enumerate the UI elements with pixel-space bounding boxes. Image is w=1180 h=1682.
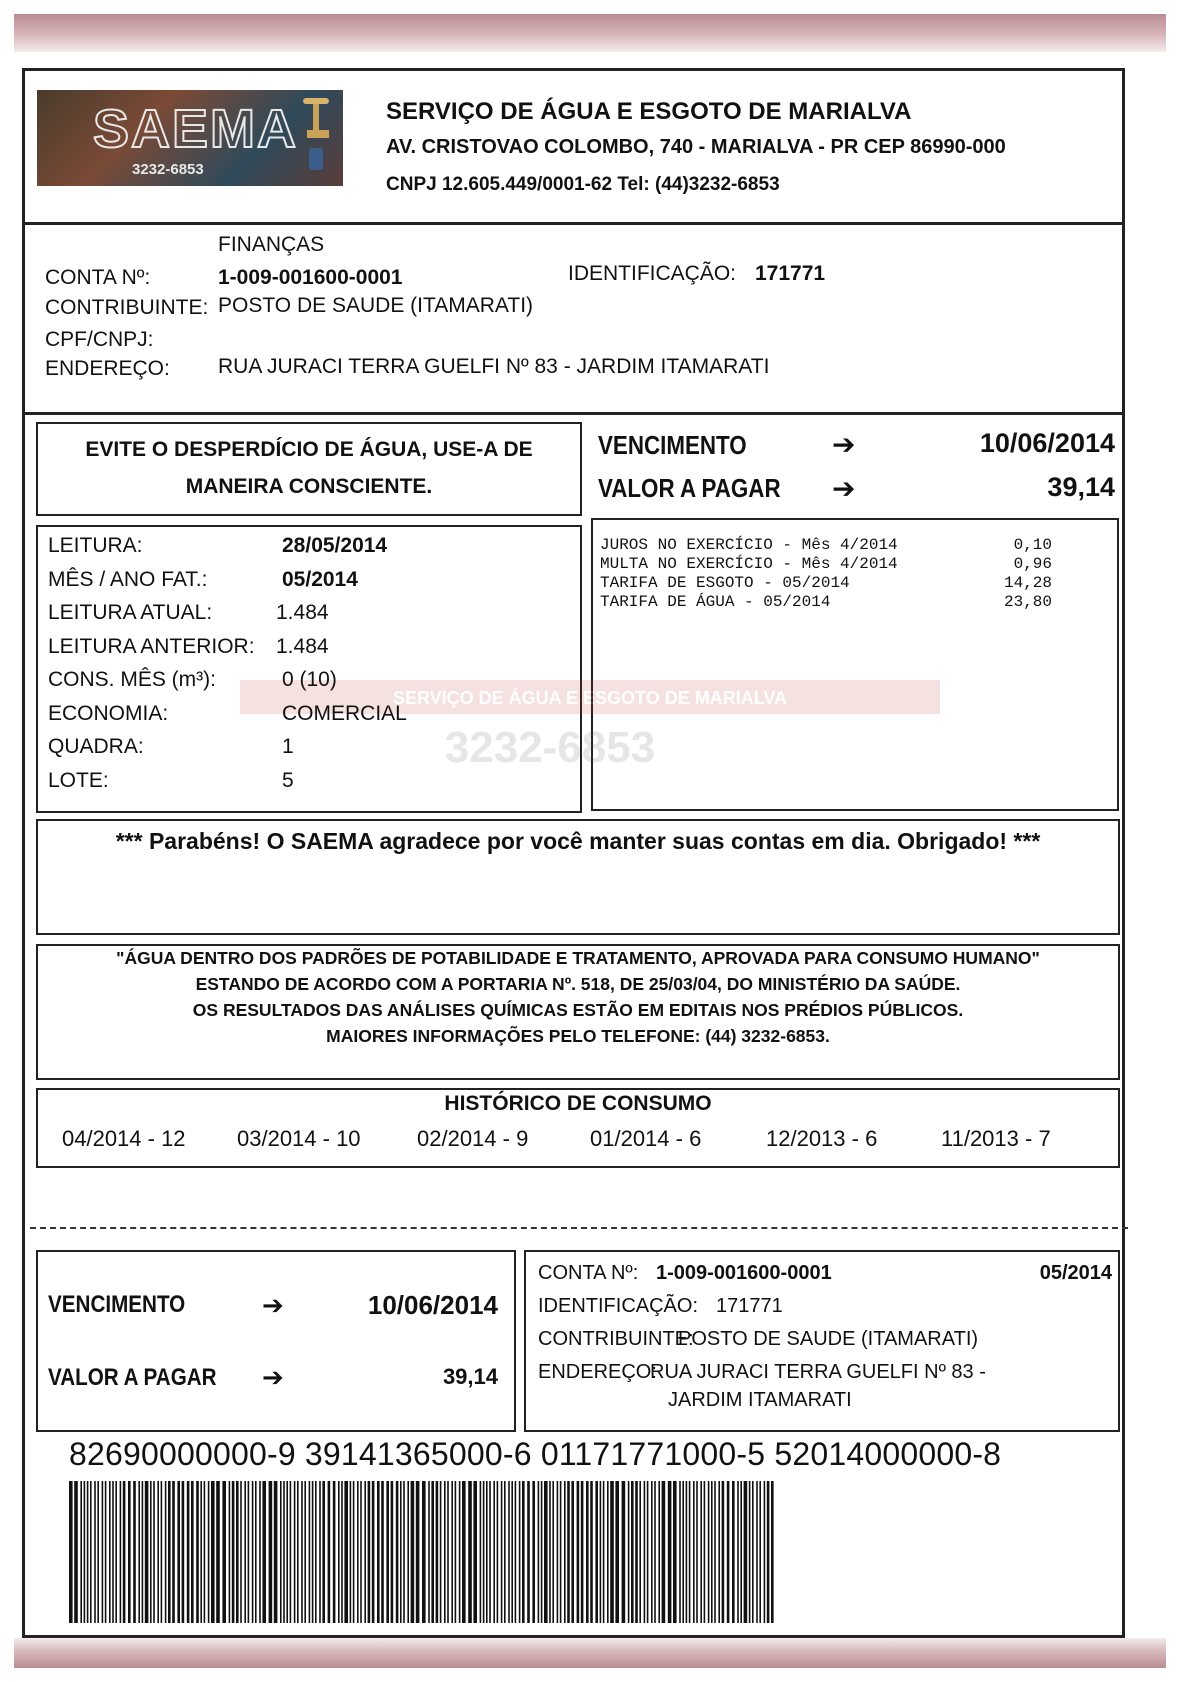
stub-account-label: CONTA Nº: <box>538 1262 639 1284</box>
barcode-bar <box>138 1481 140 1623</box>
reading-label: LEITURA: <box>48 534 143 557</box>
barcode-bar <box>153 1481 155 1623</box>
barcode-bar <box>94 1481 96 1623</box>
barcode-bar <box>686 1481 688 1623</box>
barcode-bar <box>759 1481 761 1623</box>
barcode-bar <box>610 1481 614 1623</box>
barcode-bar <box>473 1481 477 1623</box>
barcode-bar <box>216 1481 220 1623</box>
barcode-bar <box>455 1481 457 1623</box>
barcode-bar <box>493 1481 495 1623</box>
barcode-bar <box>662 1481 666 1623</box>
stub-contributor-label: CONTRIBUINTE: <box>538 1328 694 1350</box>
barcode-bar <box>451 1481 453 1623</box>
barcode-bar <box>274 1481 278 1623</box>
barcode-bar <box>560 1481 562 1623</box>
barcode-bar <box>501 1481 503 1623</box>
barcode-bar <box>708 1481 710 1623</box>
barcode-bar <box>304 1481 306 1623</box>
identification-value: 171771 <box>755 262 826 285</box>
barcode-bar <box>590 1481 593 1623</box>
barcode-bar <box>447 1481 449 1623</box>
logo-phone: 3232-6853 <box>132 161 204 178</box>
barcode-bar <box>581 1481 584 1623</box>
barcode-bar <box>459 1481 461 1623</box>
barcode-bar <box>771 1481 774 1623</box>
history-item: 04/2014 - 12 <box>62 1126 186 1151</box>
stub-due-date-value: 10/06/2014 <box>367 1290 498 1320</box>
barcode-bar <box>631 1481 634 1623</box>
stub-address-label: ENDEREÇO: <box>538 1361 657 1383</box>
header-divider <box>22 222 1125 225</box>
barcode-bar <box>647 1481 649 1623</box>
barcode-bar <box>262 1481 266 1623</box>
barcode-bar <box>544 1481 548 1623</box>
barcode-bar <box>297 1481 299 1623</box>
barcode-bar <box>204 1481 206 1623</box>
barcode <box>69 1481 779 1623</box>
barcode-bar <box>628 1481 630 1623</box>
barcode-bar <box>538 1481 540 1623</box>
barcode-bar <box>328 1481 331 1623</box>
barcode-bar <box>527 1481 530 1623</box>
barcode-bar <box>80 1481 82 1623</box>
charge-description: MULTA NO EXERCÍCIO - Mês 4/2014 <box>600 555 898 573</box>
barcode-bar <box>252 1481 254 1623</box>
charge-amount: 0,96 <box>1013 555 1052 573</box>
reading-value: 1.484 <box>276 634 329 658</box>
barcode-bar <box>105 1481 107 1623</box>
barcode-bar <box>651 1481 653 1623</box>
reading-value: 1 <box>282 735 294 758</box>
scan-edge-top <box>14 14 1166 52</box>
barcode-bar <box>622 1481 626 1623</box>
barcode-bar <box>165 1481 167 1623</box>
barcode-bar <box>84 1481 86 1623</box>
charge-description: TARIFA DE ÁGUA - 05/2014 <box>600 593 831 611</box>
reading-label: LOTE: <box>48 768 109 792</box>
barcode-bar <box>157 1481 159 1623</box>
barcode-bar <box>403 1481 405 1623</box>
barcode-bar <box>654 1481 656 1623</box>
barcode-bar <box>69 1481 73 1623</box>
charge-amount: 23,80 <box>1003 593 1052 611</box>
barcode-bar <box>177 1481 180 1623</box>
barcode-bar <box>229 1481 231 1623</box>
barcode-bar <box>341 1481 343 1623</box>
barcode-bar <box>615 1481 619 1623</box>
barcode-bar <box>172 1481 175 1623</box>
barcode-bar <box>381 1481 384 1623</box>
barcode-bar <box>319 1481 321 1623</box>
barcode-bar <box>322 1481 325 1623</box>
thanks-message: *** Parabéns! O SAEMA agradece por você manter suas contas em dia. Obrigado! *** <box>115 828 1041 854</box>
reading-label: MÊS / ANO FAT.: <box>48 567 208 591</box>
history-item: 12/2013 - 6 <box>766 1126 878 1151</box>
barcode-bar <box>727 1481 730 1623</box>
identification-label: IDENTIFICAÇÃO: <box>568 262 737 285</box>
cut-line <box>30 1227 1128 1229</box>
barcode-bar <box>480 1481 482 1623</box>
barcode-bar <box>338 1481 340 1623</box>
barcode-bar <box>519 1481 521 1623</box>
barcode-bar <box>764 1481 766 1623</box>
stub-amount-label: VALOR A PAGAR <box>48 1364 217 1391</box>
reading-value: 5 <box>282 768 294 792</box>
amount-due-label: VALOR A PAGAR <box>598 473 781 503</box>
barcode-bar <box>635 1481 638 1623</box>
barcode-bar <box>744 1481 748 1623</box>
section-label: FINANÇAS <box>218 233 325 256</box>
barcode-bar <box>309 1481 311 1623</box>
barcode-bar <box>280 1481 282 1623</box>
barcode-bar <box>673 1481 677 1623</box>
charge-description: JUROS NO EXERCÍCIO - Mês 4/2014 <box>600 536 898 554</box>
barcode-bar <box>386 1481 389 1623</box>
barcode-bar <box>333 1481 336 1623</box>
stub-identification-value: 171771 <box>716 1295 783 1317</box>
barcode-bar <box>462 1481 466 1623</box>
barcode-bar <box>364 1481 366 1623</box>
barcode-bar <box>639 1481 641 1623</box>
barcode-bar <box>422 1481 426 1623</box>
barcode-bar <box>211 1481 215 1623</box>
barcode-bar <box>552 1481 554 1623</box>
barcode-bar <box>222 1481 226 1623</box>
barcode-bar <box>353 1481 355 1623</box>
barcode-bar <box>693 1481 695 1623</box>
company-name: SERVIÇO DE ÁGUA E ESGOTO DE MARIALVA <box>386 98 912 125</box>
water-notice-box <box>36 422 582 516</box>
reading-value: 05/2014 <box>282 567 358 591</box>
barcode-bar <box>644 1481 646 1623</box>
barcode-bar <box>682 1481 684 1623</box>
water-notice-line2: MANEIRA CONSCIENTE. <box>185 475 433 498</box>
faucet-icon <box>299 96 333 176</box>
barcode-bar <box>668 1481 672 1623</box>
due-date-value: 10/06/2014 <box>979 428 1115 458</box>
reading-value: 1.484 <box>276 601 329 624</box>
quality-line: OS RESULTADOS DAS ANÁLISES QUÍMICAS ESTÃO EM EDITAIS NOS PRÉDIOS PÚBLICOS. <box>192 1000 964 1020</box>
barcode-bar <box>586 1481 589 1623</box>
barcode-bar <box>444 1481 446 1623</box>
stub-amount-value: 39,14 <box>442 1364 498 1389</box>
company-address: AV. CRISTOVAO COLOMBO, 740 - MARIALVA - PR CEP 86990-000 <box>386 136 1006 158</box>
barcode-bar <box>689 1481 691 1623</box>
barcode-bar <box>714 1481 716 1623</box>
barcode-bar <box>372 1481 375 1623</box>
barcode-number: 82690000000-9 39141365000-6 01171771000-5 52014000000-8 <box>69 1436 1002 1472</box>
stub-identification-label: IDENTIFICAÇÃO: <box>538 1295 699 1317</box>
barcode-bar <box>696 1481 698 1623</box>
barcode-bar <box>732 1481 735 1623</box>
barcode-bar <box>489 1481 491 1623</box>
barcode-bar <box>357 1481 359 1623</box>
barcode-bar <box>255 1481 257 1623</box>
barcode-bar <box>564 1481 566 1623</box>
reading-label: QUADRA: <box>48 735 144 758</box>
barcode-bar <box>109 1481 111 1623</box>
barcode-bar <box>350 1481 352 1623</box>
barcode-bar <box>504 1481 506 1623</box>
barcode-bar <box>679 1481 681 1623</box>
barcode-bar <box>344 1481 348 1623</box>
reading-value: 28/05/2014 <box>282 534 388 557</box>
barcode-bar <box>595 1481 598 1623</box>
barcode-bar <box>290 1481 292 1623</box>
barcode-bar <box>360 1481 362 1623</box>
barcode-bar <box>396 1481 399 1623</box>
history-title: HISTÓRICO DE CONSUMO <box>444 1092 712 1115</box>
barcode-bar <box>232 1481 235 1623</box>
barcode-bar <box>200 1481 202 1623</box>
barcode-bar <box>756 1481 758 1623</box>
barcode-bar <box>196 1481 199 1623</box>
quality-line: "ÁGUA DENTRO DOS PADRÕES DE POTABILIDADE E TRATAMENTO, APROVADA PARA CONSUMO HUMANO" <box>116 948 1040 968</box>
barcode-bar <box>522 1481 525 1623</box>
barcode-bar <box>286 1481 288 1623</box>
barcode-bar <box>700 1481 702 1623</box>
stub-address-value: RUA JURACI TERRA GUELFI Nº 83 - <box>650 1361 986 1383</box>
history-item: 01/2014 - 6 <box>590 1126 702 1151</box>
arrow-right-icon: ➔ <box>832 473 856 504</box>
barcode-bar <box>752 1481 754 1623</box>
barcode-bar <box>428 1481 430 1623</box>
barcode-bar <box>704 1481 706 1623</box>
account-number: 1-009-001600-0001 <box>218 266 403 289</box>
barcode-bar <box>123 1481 126 1623</box>
reading-label: CONS. MÊS (m³): <box>48 668 216 691</box>
stub-due-date-label: VENCIMENTO <box>48 1291 186 1318</box>
barcode-bar <box>416 1481 420 1623</box>
barcode-bar <box>440 1481 442 1623</box>
watermark-title: SERVIÇO DE ÁGUA E ESGOTO DE MARIALVA <box>392 688 788 708</box>
barcode-bar <box>244 1481 246 1623</box>
amount-due-value: 39,14 <box>1047 472 1115 502</box>
barcode-bar <box>567 1481 570 1623</box>
due-date-label: VENCIMENTO <box>598 430 747 460</box>
stub-account-number: 1-009-001600-0001 <box>656 1262 832 1284</box>
quality-line: MAIORES INFORMAÇÕES PELO TELEFONE: (44) 3232-6853. <box>326 1026 830 1046</box>
barcode-bar <box>315 1481 317 1623</box>
stub-address-value-line2: JARDIM ITAMARATI <box>668 1389 852 1411</box>
barcode-bar <box>431 1481 434 1623</box>
charge-description: TARIFA DE ESGOTO - 05/2014 <box>600 574 850 592</box>
barcode-bar <box>150 1481 152 1623</box>
barcode-bar <box>749 1481 751 1623</box>
barcode-bar <box>400 1481 402 1623</box>
barcode-bar <box>557 1481 559 1623</box>
barcode-bar <box>740 1481 742 1623</box>
barcode-bar <box>208 1481 210 1623</box>
logo-wordmark: SAEMA <box>93 99 299 159</box>
barcode-bar <box>391 1481 394 1623</box>
barcode-bar <box>407 1481 409 1623</box>
account-number-label: CONTA Nº: <box>45 266 151 289</box>
barcode-bar <box>182 1481 185 1623</box>
scan-edge-bottom <box>14 1638 1166 1668</box>
company-cnpj: CNPJ 12.605.449/0001-62 Tel: (44)3232-6853 <box>386 174 780 195</box>
arrow-right-icon: ➔ <box>262 1290 284 1320</box>
charge-amount: 0,10 <box>1013 536 1052 554</box>
barcode-bar <box>142 1481 144 1623</box>
barcode-bar <box>133 1481 136 1623</box>
stub-payment-box <box>36 1250 516 1432</box>
barcode-bar <box>767 1481 770 1623</box>
saema-logo <box>37 90 343 186</box>
reading-label: ECONOMIA: <box>48 701 169 725</box>
barcode-bar <box>161 1481 163 1623</box>
barcode-bar <box>115 1481 117 1623</box>
water-notice-line1: EVITE O DESPERDÍCIO DE ÁGUA, USE-A DE <box>85 438 533 461</box>
barcode-bar <box>436 1481 439 1623</box>
barcode-bar <box>377 1481 380 1623</box>
barcode-bar <box>112 1481 114 1623</box>
barcode-bar <box>248 1481 250 1623</box>
contributor-name: POSTO DE SAUDE (ITAMARATI) <box>218 294 534 317</box>
barcode-bar <box>145 1481 149 1623</box>
barcode-bar <box>532 1481 535 1623</box>
barcode-bar <box>658 1481 660 1623</box>
barcode-bar <box>312 1481 314 1623</box>
reading-value: COMERCIAL <box>282 701 407 725</box>
barcode-bar <box>128 1481 131 1623</box>
barcode-bar <box>90 1481 92 1623</box>
barcode-bar <box>168 1481 171 1623</box>
reading-value: 0 (10) <box>282 668 337 691</box>
barcode-bar <box>301 1481 303 1623</box>
barcode-bar <box>74 1481 78 1623</box>
history-item: 11/2013 - 7 <box>941 1126 1051 1151</box>
reading-label: LEITURA ATUAL: <box>48 601 213 624</box>
barcode-bar <box>483 1481 485 1623</box>
barcode-bar <box>497 1481 499 1623</box>
barcode-bar <box>718 1481 720 1623</box>
barcode-bar <box>577 1481 580 1623</box>
arrow-right-icon: ➔ <box>262 1362 284 1392</box>
barcode-bar <box>240 1481 242 1623</box>
barcode-bar <box>187 1481 190 1623</box>
barcode-bar <box>269 1481 273 1623</box>
barcode-bar <box>97 1481 99 1623</box>
account-divider <box>22 412 1125 415</box>
history-item: 02/2014 - 9 <box>417 1126 529 1151</box>
barcode-bar <box>600 1481 602 1623</box>
contributor-label: CONTRIBUINTE: <box>45 296 209 319</box>
address-label: ENDEREÇO: <box>45 357 170 380</box>
barcode-bar <box>711 1481 713 1623</box>
cpf-cnpj-label: CPF/CNPJ: <box>45 328 154 351</box>
barcode-bar <box>571 1481 574 1623</box>
barcode-bar <box>102 1481 104 1623</box>
barcode-bar <box>283 1481 285 1623</box>
barcode-bar <box>607 1481 609 1623</box>
barcode-bar <box>508 1481 510 1623</box>
watermark-phone: 3232-6853 <box>444 723 656 770</box>
quality-line: ESTANDO DE ACORDO COM A PORTARIA Nº. 518, DE 25/03/04, DO MINISTÉRIO DA SAÚDE. <box>195 974 961 994</box>
barcode-bar <box>259 1481 261 1623</box>
barcode-bar <box>236 1481 239 1623</box>
barcode-bar <box>120 1481 122 1623</box>
barcode-bar <box>368 1481 371 1623</box>
arrow-right-icon: ➔ <box>832 429 856 460</box>
barcode-bar <box>549 1481 551 1623</box>
stub-period: 05/2014 <box>1039 1262 1112 1284</box>
barcode-bar <box>486 1481 488 1623</box>
barcode-bar <box>87 1481 89 1623</box>
barcode-bar <box>191 1481 194 1623</box>
barcode-bar <box>294 1481 296 1623</box>
barcode-bar <box>603 1481 605 1623</box>
history-item: 03/2014 - 10 <box>237 1126 361 1151</box>
barcode-bar <box>515 1481 517 1623</box>
barcode-bar <box>411 1481 415 1623</box>
charge-amount: 14,28 <box>1003 574 1052 592</box>
barcode-bar <box>541 1481 543 1623</box>
reading-label: LEITURA ANTERIOR: <box>48 634 255 658</box>
barcode-bar <box>468 1481 472 1623</box>
barcode-bar <box>737 1481 739 1623</box>
stub-contributor-name: POSTO DE SAUDE (ITAMARATI) <box>678 1328 979 1350</box>
barcode-bar <box>511 1481 513 1623</box>
address-value: RUA JURACI TERRA GUELFI Nº 83 - JARDIM ITAMARATI <box>218 355 770 378</box>
barcode-bar <box>722 1481 725 1623</box>
